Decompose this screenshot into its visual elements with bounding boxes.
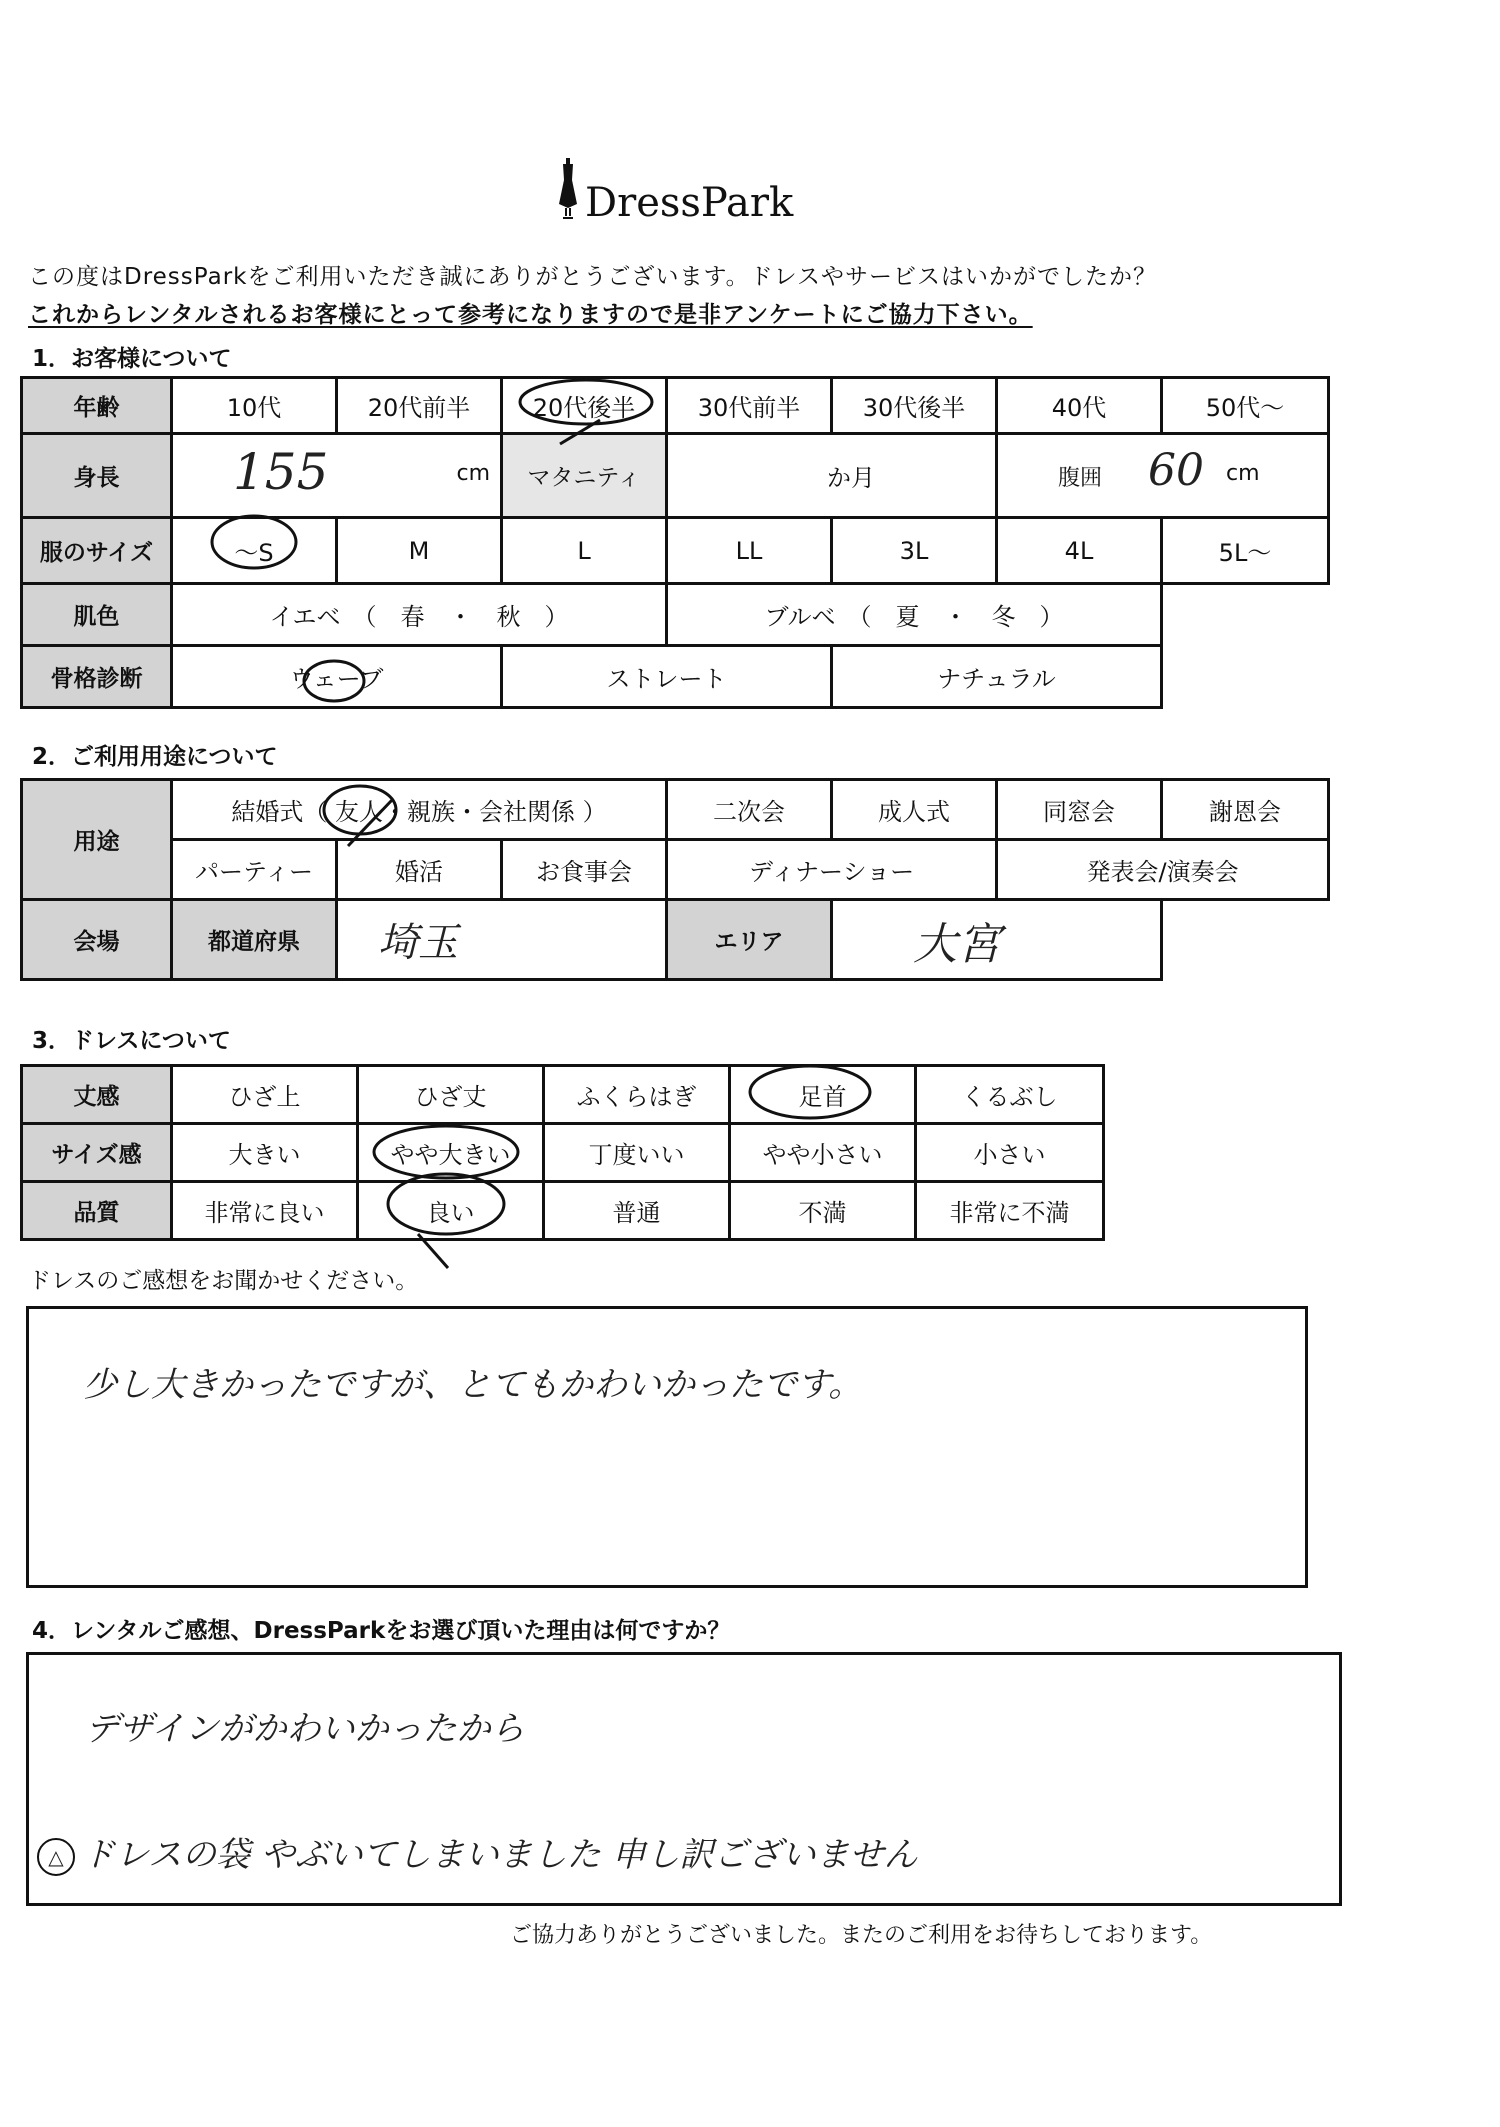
section4-title: 4．レンタルご感想、DressParkをお選び頂いた理由は何ですか？ (32, 1618, 731, 1644)
usage-dinner-show[interactable]: ディナーショー (667, 840, 997, 900)
age-option-late-30s[interactable]: 30代後半 (832, 378, 997, 434)
usage-coming-of-age[interactable]: 成人式 (832, 780, 997, 840)
warning-triangle-icon: △ (37, 1838, 75, 1876)
age-option-early-20s[interactable]: 20代前半 (337, 378, 502, 434)
usage-wedding[interactable]: 結婚式（ 友人・親族・会社関係 ） (172, 780, 667, 840)
usage-dinner[interactable]: お食事会 (502, 840, 667, 900)
prefecture-field[interactable] (337, 900, 667, 980)
intro-thanks: この度はDressParkをご利用いただき誠にありがとうございます。ドレスやサービスはいかがでしたか？ (28, 264, 1157, 290)
section2-title: 2．ご利用用途について (32, 744, 278, 770)
usage-after-party[interactable]: 二次会 (667, 780, 832, 840)
reason-comment-box[interactable] (26, 1652, 1342, 1906)
age-option-late-20s[interactable]: 20代後半 (502, 378, 667, 434)
quality-label: 品質 (22, 1182, 172, 1240)
waist-label: 腹囲 (1058, 466, 1103, 491)
comment-prompt: ドレスのご感想をお聞かせください。 (28, 1268, 419, 1294)
frame-option-natural[interactable]: ナチュラル (832, 646, 1162, 708)
fit-option-just-right[interactable]: 丁度いい (544, 1124, 730, 1182)
length-label: 丈感 (22, 1066, 172, 1124)
section3-title: 3．ドレスについて (32, 1028, 231, 1054)
height-unit: cm (456, 461, 490, 486)
reason-comment-line2-wrap (37, 1827, 918, 1876)
fit-option-small[interactable]: 小さい (916, 1124, 1104, 1182)
usage-thank-you-party[interactable]: 謝恩会 (1162, 780, 1329, 840)
quality-option-good[interactable]: 良い (358, 1182, 544, 1240)
dresspark-logo (555, 158, 795, 228)
empty-cell (1162, 900, 1329, 980)
prefecture-label: 都道府県 (172, 900, 337, 980)
age-option-10s[interactable]: 10代 (172, 378, 337, 434)
dress-comment-box[interactable] (26, 1306, 1308, 1588)
reason-comment-line2: ドレスの袋 やぶいてしまいました 申し訳ございません (81, 1835, 918, 1875)
frame-option-wave[interactable]: ウェーブ (172, 646, 502, 708)
customer-table (20, 376, 1330, 709)
fit-option-large[interactable]: 大きい (172, 1124, 358, 1182)
height-label: 身長 (22, 434, 172, 518)
dress-comment-text: 少し大きかったですが、とてもかわいかったです。 (83, 1365, 863, 1405)
area-label: エリア (667, 900, 832, 980)
reason-comment-line1: デザインがかわいかったから (85, 1709, 525, 1749)
length-option-ankle[interactable]: 足首 (730, 1066, 916, 1124)
usage-label: 用途 (22, 780, 172, 900)
months-unit: か月 (827, 464, 875, 492)
fit-option-slightly-large[interactable]: やや大きい (358, 1124, 544, 1182)
size-option-4l[interactable]: 4L (997, 518, 1162, 584)
quality-option-dissatisfied[interactable]: 不満 (730, 1182, 916, 1240)
usage-table (20, 778, 1330, 981)
usage-reunion[interactable]: 同窓会 (997, 780, 1162, 840)
section1-title: 1．お客様について (32, 346, 232, 372)
frame-option-straight[interactable]: ストレート (502, 646, 832, 708)
size-option-3l[interactable]: 3L (832, 518, 997, 584)
usage-party[interactable]: パーティー (172, 840, 337, 900)
usage-recital[interactable]: 発表会/演奏会 (997, 840, 1329, 900)
skin-label: 肌色 (22, 584, 172, 646)
prefecture-value: 埼玉 (378, 920, 458, 966)
area-field[interactable] (832, 900, 1162, 980)
quality-option-very-good[interactable]: 非常に良い (172, 1182, 358, 1240)
waist-value: 60 (1148, 445, 1204, 496)
maternity-months-field[interactable] (667, 434, 997, 518)
size-label: 服のサイズ (22, 518, 172, 584)
fit-label: サイズ感 (22, 1124, 172, 1182)
size-option-m[interactable]: M (337, 518, 502, 584)
maternity-label: マタニティ (502, 434, 667, 518)
skin-option-yellow[interactable]: イエベ （ 春 ・ 秋 ） (172, 584, 667, 646)
area-value: 大宮 (913, 918, 1002, 970)
quality-option-average[interactable]: 普通 (544, 1182, 730, 1240)
empty-cell (1162, 584, 1329, 646)
dress-icon (555, 158, 581, 220)
venue-label: 会場 (22, 900, 172, 980)
length-option-knee[interactable]: ひざ丈 (358, 1066, 544, 1124)
dress-table (20, 1064, 1105, 1241)
size-option-s[interactable]: ～S (172, 518, 337, 584)
height-value: 155 (233, 443, 329, 501)
size-option-l[interactable]: L (502, 518, 667, 584)
age-option-early-30s[interactable]: 30代前半 (667, 378, 832, 434)
age-label: 年齢 (22, 378, 172, 434)
usage-konkatsu[interactable]: 婚活 (337, 840, 502, 900)
footer-thanks: ご協力ありがとうございました。またのご利用をお待ちしております。 (510, 1923, 1213, 1948)
length-option-above-knee[interactable]: ひざ上 (172, 1066, 358, 1124)
waist-field[interactable] (997, 434, 1329, 518)
length-option-below-ankle[interactable]: くるぶし (916, 1066, 1104, 1124)
age-option-40s[interactable]: 40代 (997, 378, 1162, 434)
length-option-calf[interactable]: ふくらはぎ (544, 1066, 730, 1124)
height-field[interactable] (172, 434, 502, 518)
intro-request: これからレンタルされるお客様にとって参考になりますので是非アンケートにご協力下さい。 (28, 302, 1033, 328)
waist-unit: cm (1226, 461, 1260, 486)
size-option-5l-plus[interactable]: 5L～ (1162, 518, 1329, 584)
size-option-ll[interactable]: LL (667, 518, 832, 584)
logo-text: DressPark (585, 180, 794, 226)
empty-cell (1162, 646, 1329, 708)
quality-option-very-dissatisfied[interactable]: 非常に不満 (916, 1182, 1104, 1240)
age-option-50s-plus[interactable]: 50代～ (1162, 378, 1329, 434)
frame-label: 骨格診断 (22, 646, 172, 708)
skin-option-blue[interactable]: ブルベ （ 夏 ・ 冬 ） (667, 584, 1162, 646)
fit-option-slightly-small[interactable]: やや小さい (730, 1124, 916, 1182)
